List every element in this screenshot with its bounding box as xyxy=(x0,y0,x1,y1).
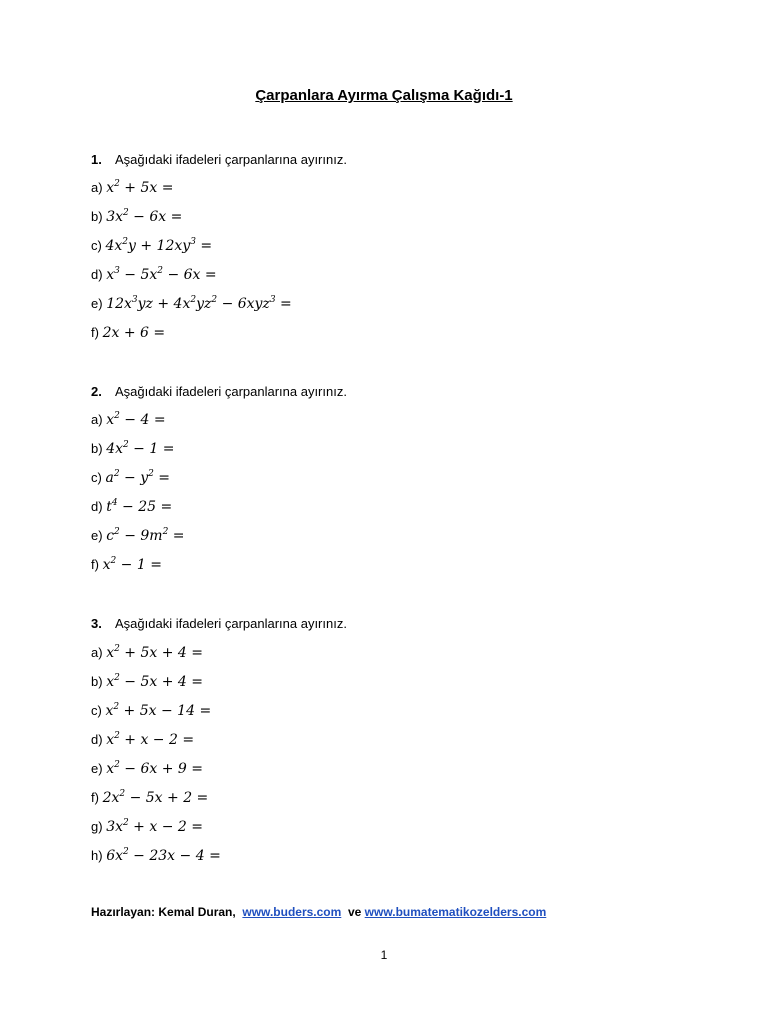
question-1-heading xyxy=(91,152,347,167)
math-expression: $6x^2 - 23x - 4$ = xyxy=(106,847,221,864)
question-3-item-b xyxy=(91,674,203,690)
item-label: h) xyxy=(91,848,103,863)
question-3-item-e xyxy=(91,761,203,777)
item-label: d) xyxy=(91,267,103,282)
math-expression: $3x^2 - 6x$ = xyxy=(106,208,183,225)
math-expression: 2x + 6 = xyxy=(102,325,166,341)
question-3-instruction: Aşağıdaki ifadeleri çarpanlarına ayırınız. xyxy=(115,616,347,631)
math-expression: $a^2 - y^2$ = xyxy=(105,469,171,486)
question-1-item-b xyxy=(91,209,182,225)
question-2-item-d xyxy=(91,499,172,515)
math-expression: $4x^2y + 12xy^3$ = xyxy=(105,237,213,254)
math-expression: $x^2 - 5x + 4$ = xyxy=(106,673,203,690)
link-buders[interactable]: www.buders.com xyxy=(242,905,342,919)
question-3-item-h xyxy=(91,848,221,864)
math-expression: $x^3 - 5x^2 - 6x$ = xyxy=(106,266,217,283)
link-bumatematikozelders[interactable]: www.bumatematikozelders.com xyxy=(364,905,547,919)
math-expression: $c^2 - 9m^2$ = xyxy=(106,527,185,544)
math-expression: $x^2 - 1$ = xyxy=(102,556,162,573)
item-label: a) xyxy=(91,412,103,427)
item-label: b) xyxy=(91,209,103,224)
math-expression: $4x^2 - 1$ = xyxy=(106,440,175,457)
item-label: c) xyxy=(91,470,102,485)
question-3-heading xyxy=(91,616,347,631)
item-label: b) xyxy=(91,674,103,689)
question-1-item-d xyxy=(91,267,217,283)
question-1-item-a xyxy=(91,180,173,196)
math-expression: $x^2 - 4$ = xyxy=(106,411,166,428)
item-label: a) xyxy=(91,180,103,195)
math-expression: $x^2 + 5x + 4$ = xyxy=(106,644,203,661)
item-label: d) xyxy=(91,732,103,747)
item-label: a) xyxy=(91,645,103,660)
item-label: c) xyxy=(91,703,102,718)
footer-author: Hazırlayan: Kemal Duran, xyxy=(91,905,236,919)
question-1-item-c xyxy=(91,238,212,254)
footer-credits xyxy=(91,905,546,919)
item-label: f) xyxy=(91,557,99,572)
item-label: e) xyxy=(91,296,103,311)
math-expression: $x^2 + x - 2$ = xyxy=(106,731,195,748)
question-2-item-e xyxy=(91,528,185,544)
item-label: b) xyxy=(91,441,103,456)
question-2-instruction: Aşağıdaki ifadeleri çarpanlarına ayırınız. xyxy=(115,384,347,399)
footer-connector: ve xyxy=(347,905,362,919)
item-label: g) xyxy=(91,819,103,834)
item-label: e) xyxy=(91,528,103,543)
question-3-item-a xyxy=(91,645,203,661)
question-3-item-c xyxy=(91,703,211,719)
question-1-instruction: Aşağıdaki ifadeleri çarpanlarına ayırınız. xyxy=(115,152,347,167)
question-3-item-g xyxy=(91,819,203,835)
item-label: d) xyxy=(91,499,103,514)
math-expression: $x^2 + 5x$ = xyxy=(106,179,174,196)
math-expression: $2x^2 - 5x + 2$ = xyxy=(102,789,209,806)
page-number: 1 xyxy=(380,948,388,962)
question-3-item-d xyxy=(91,732,194,748)
question-2-item-b xyxy=(91,441,174,457)
question-2-item-a xyxy=(91,412,166,428)
question-3-number: 3. xyxy=(91,616,102,631)
question-2-heading xyxy=(91,384,347,399)
question-3-item-f xyxy=(91,790,208,806)
item-label: f) xyxy=(91,790,99,805)
math-expression: $x^2 + 5x - 14$ = xyxy=(105,702,212,719)
question-2-number: 2. xyxy=(91,384,102,399)
math-expression: $x^2 - 6x + 9$ = xyxy=(106,760,203,777)
item-label: e) xyxy=(91,761,103,776)
question-1-item-e xyxy=(91,296,292,312)
question-2-item-f xyxy=(91,557,162,573)
question-2-item-c xyxy=(91,470,170,486)
math-expression: $t^4 - 25$ = xyxy=(106,498,173,515)
math-expression: $12x^3yz + 4x^2yz^2 - 6xyz^3$ = xyxy=(106,295,292,312)
math-expression: $3x^2 + x - 2$ = xyxy=(106,818,203,835)
question-1-number: 1. xyxy=(91,152,102,167)
item-label: c) xyxy=(91,238,102,253)
question-1-item-f xyxy=(91,325,165,341)
item-label: f) xyxy=(91,325,99,340)
page-title: Çarpanlara Ayırma Çalışma Kağıdı-1 xyxy=(255,87,513,104)
